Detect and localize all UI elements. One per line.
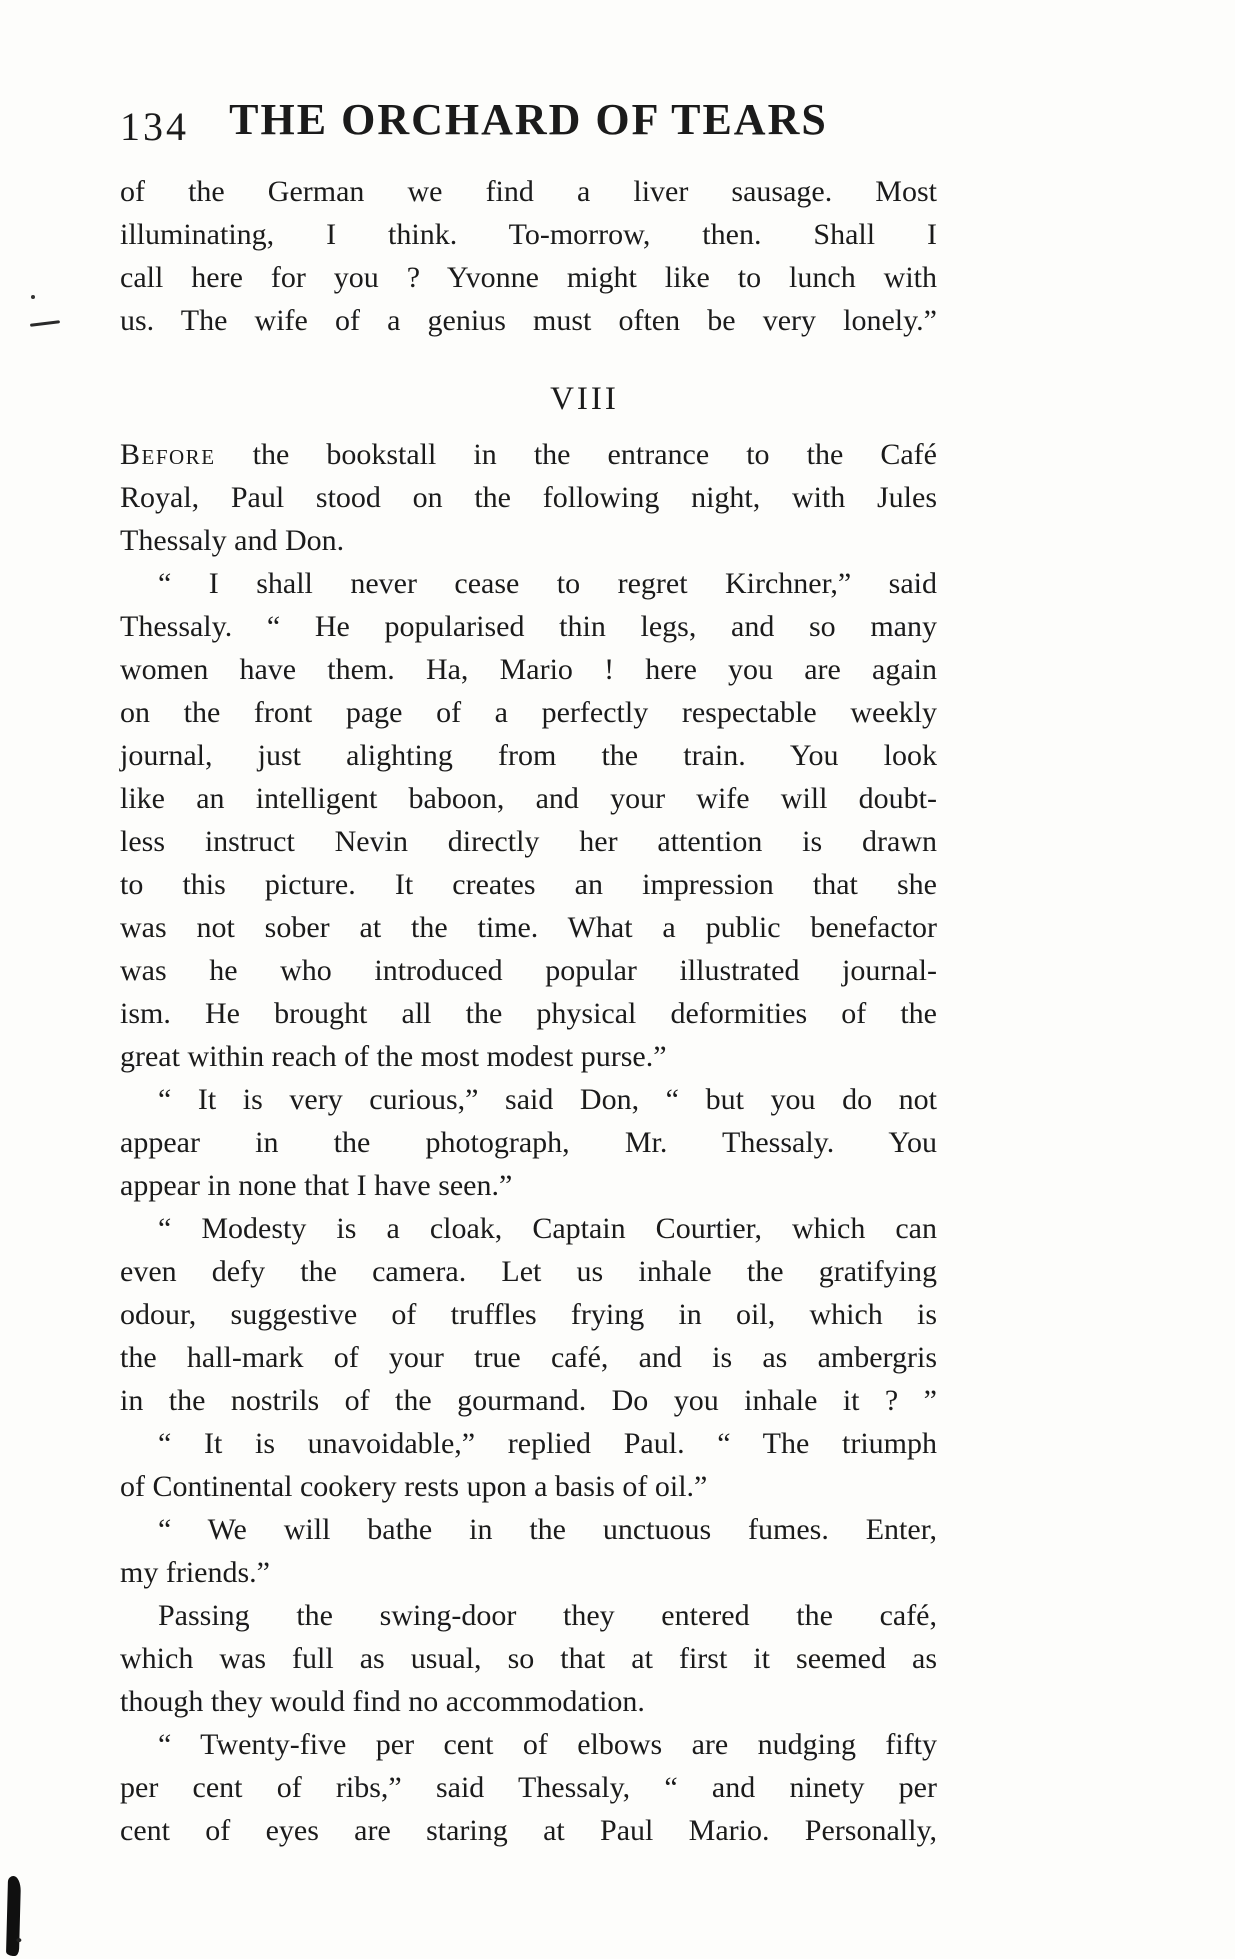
- text-line: odour, suggestive of truffles frying in oil, which is: [120, 1298, 937, 1331]
- running-header: [120, 94, 937, 148]
- text-line: “ We will bathe in the unctuous fumes. Enter,: [158, 1513, 937, 1546]
- text-line: “ Twenty-five per cent of elbows are nudging fifty: [158, 1728, 937, 1761]
- text-line: great within reach of the most modest purse.”: [120, 1040, 667, 1073]
- text-line: women have them. Ha, Mario ! here you are again: [120, 653, 937, 686]
- text-line: us. The wife of a genius must often be very lonely.”: [120, 304, 937, 337]
- text-line: to this picture. It creates an impression that she: [120, 868, 937, 901]
- text-block-main: [120, 433, 937, 1852]
- ink-smudge-artifact: [6, 1876, 21, 1956]
- text-line: though they would find no accommodation.: [120, 1685, 645, 1718]
- text-line: even defy the camera. Let us inhale the gratifying: [120, 1255, 937, 1288]
- text-line: “ It is unavoidable,” replied Paul. “ The triumph: [158, 1427, 937, 1460]
- text-line: journal, just alighting from the train. You look: [120, 739, 937, 772]
- text-line: less instruct Nevin directly her attention is drawn: [120, 825, 937, 858]
- text-line: of the German we find a liver sausage. Most: [120, 175, 937, 208]
- paragraph: [120, 1078, 937, 1207]
- margin-dot-artifact: [31, 295, 35, 299]
- text-line: on the front page of a perfectly respectable weekly: [120, 696, 937, 729]
- text-line: Thessaly and Don.: [120, 524, 345, 557]
- text-block-top: [120, 170, 937, 342]
- text-line: of Continental cookery rests upon a basis of oil.”: [120, 1470, 708, 1503]
- text-line: “ Modesty is a cloak, Captain Courtier, which can: [158, 1212, 937, 1245]
- text-line: appear in none that I have seen.”: [120, 1169, 513, 1202]
- text-line: per cent of ribs,” said Thessaly, “ and ninety per: [120, 1771, 937, 1804]
- text-line: Passing the swing-door they entered the café,: [158, 1599, 937, 1632]
- text-line: “ It is very curious,” said Don, “ but you do not: [158, 1083, 937, 1116]
- text-line: appear in the photograph, Mr. Thessaly. You: [120, 1126, 937, 1159]
- text-line: “ I shall never cease to regret Kirchner,” said: [158, 567, 937, 600]
- text-line: Thessaly. “ He popularised thin legs, and so many: [120, 610, 937, 643]
- margin-dash-artifact: [30, 320, 60, 327]
- paragraph: [120, 433, 937, 562]
- running-title: THE ORCHARD OF TEARS: [229, 95, 828, 144]
- section-heading: [120, 378, 937, 421]
- text-line: call here for you ? Yvonne might like to lunch with: [120, 261, 937, 294]
- text-line: in the nostrils of the gourmand. Do you inhale it ? ”: [120, 1384, 937, 1417]
- paragraph: [120, 170, 937, 342]
- page-number: 134: [120, 104, 189, 149]
- smallcaps-word: Before: [120, 438, 216, 471]
- paragraph: [120, 1207, 937, 1422]
- paragraph: [120, 1422, 937, 1508]
- text-line: illuminating, I think. To-morrow, then. Shall I: [120, 218, 937, 251]
- text-line: my friends.”: [120, 1556, 270, 1589]
- text-line: Before the bookstall in the entrance to the Café: [120, 438, 937, 471]
- text-line: which was full as usual, so that at first it seemed as: [120, 1642, 937, 1675]
- paragraph: [120, 562, 937, 1078]
- text-line: was he who introduced popular illustrated journal-: [120, 954, 937, 987]
- text-line: like an intelligent baboon, and your wife will doubt-: [120, 782, 937, 815]
- paragraph: [120, 1594, 937, 1723]
- text-line: ism. He brought all the physical deformities of the: [120, 997, 937, 1030]
- section-heading-label: VIII: [550, 381, 619, 417]
- text-line: the hall-mark of your true café, and is as ambergris: [120, 1341, 937, 1374]
- text-line: Royal, Paul stood on the following night, with Jules: [120, 481, 937, 514]
- text-line: cent of eyes are staring at Paul Mario. Personally,: [120, 1814, 937, 1847]
- paragraph: [120, 1508, 937, 1594]
- text-line: was not sober at the time. What a public benefactor: [120, 911, 937, 944]
- paragraph: [120, 1723, 937, 1852]
